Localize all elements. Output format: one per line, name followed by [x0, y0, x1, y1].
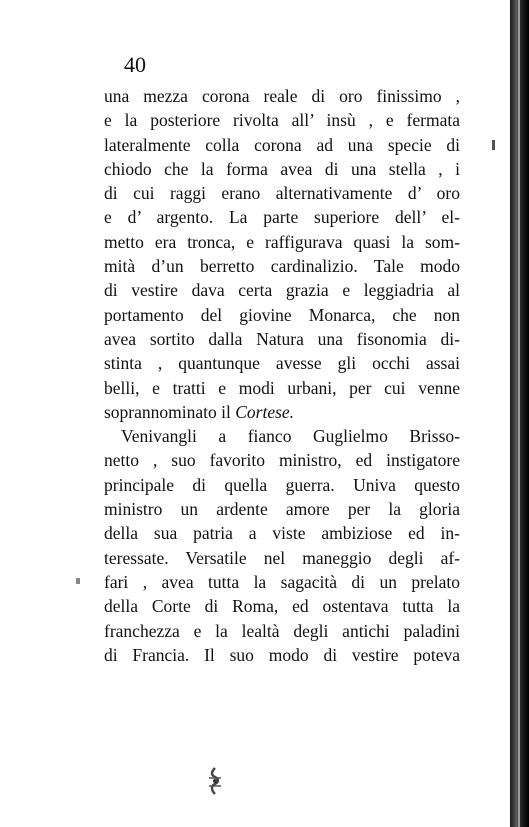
text-line: [104, 133, 460, 157]
text-run: di vestire dava certa grazia e leggiadria al: [104, 280, 460, 301]
text-run: soprannominato il: [104, 401, 236, 422]
text-run: di cui raggi erano alternativamente d’ oro: [104, 183, 460, 204]
text-run: teressate. Versatile nel maneggio degli af-: [104, 547, 460, 568]
text-line: [104, 230, 460, 254]
text-run: una mezza corona reale di oro finissimo ,: [104, 86, 460, 106]
page-number: 40: [124, 52, 146, 77]
text-line: [104, 594, 460, 618]
margin-mark: [76, 578, 80, 584]
text-run: mità d’un berretto cardinalizio. Tale modo: [104, 256, 460, 277]
text-run: ministro un ardente amore per la gloria: [104, 499, 460, 520]
text-run: Venivangli a fianco Guglielmo Brisso-: [121, 426, 460, 447]
text-run: metto era tronca, e raffigurava quasi la som-: [104, 231, 460, 252]
text-line: [104, 400, 460, 424]
text-run: franchezza e la lealtà degli antichi paladini: [104, 620, 460, 641]
text-line: [104, 181, 460, 205]
text-run: principale di quella guerra. Univa questo: [104, 474, 460, 495]
text-line: [104, 327, 460, 351]
text-line: [104, 254, 460, 278]
text-run: di Francia. Il suo modo di vestire poteva: [104, 644, 460, 665]
body-text: [104, 84, 460, 667]
margin-mark: [492, 140, 495, 150]
ornament-icon: [203, 766, 227, 796]
italic-text: Cortese.: [235, 401, 295, 422]
text-run: e d’ argento. La parte superiore dell’ el-: [104, 207, 460, 228]
text-line: [104, 157, 460, 181]
text-line: [104, 521, 460, 545]
text-line: [104, 108, 460, 132]
text-run: portamento del giovine Monarca, che non: [104, 304, 460, 325]
text-run: avea sortito dalla Natura una fisonomia di-: [104, 328, 460, 349]
text-line: [104, 570, 460, 594]
text-line: [104, 278, 460, 302]
text-run: della sua patria a viste ambiziose ed in-: [104, 523, 460, 544]
text-line: [104, 84, 460, 108]
text-line: [104, 619, 460, 643]
text-line: [104, 376, 460, 400]
text-run: belli, e tratti e modi urbani, per cui venne: [104, 377, 460, 398]
text-run: stinta , quantunque avesse gli occhi assai: [104, 353, 460, 374]
text-line: [104, 424, 460, 448]
text-line: [104, 448, 460, 472]
text-line: [104, 473, 460, 497]
text-line: [104, 303, 460, 327]
book-spine: [510, 0, 529, 827]
text-run: lateralmente colla corona ad una specie di: [104, 134, 460, 155]
text-line: [104, 643, 460, 667]
text-line: [104, 546, 460, 570]
text-run: netto , suo favorito ministro, ed instigatore: [104, 450, 460, 471]
text-run: chiodo che la forma avea di una stella , i: [104, 158, 460, 179]
text-run: della Corte di Roma, ed ostentava tutta la: [104, 596, 460, 617]
text-line: [104, 205, 460, 229]
text-run: fari , avea tutta la sagacità di un prelato: [104, 571, 460, 592]
text-run: e la posteriore rivolta all’ insù , e fermata: [104, 110, 460, 131]
text-line: [104, 497, 460, 521]
text-line: [104, 351, 460, 375]
